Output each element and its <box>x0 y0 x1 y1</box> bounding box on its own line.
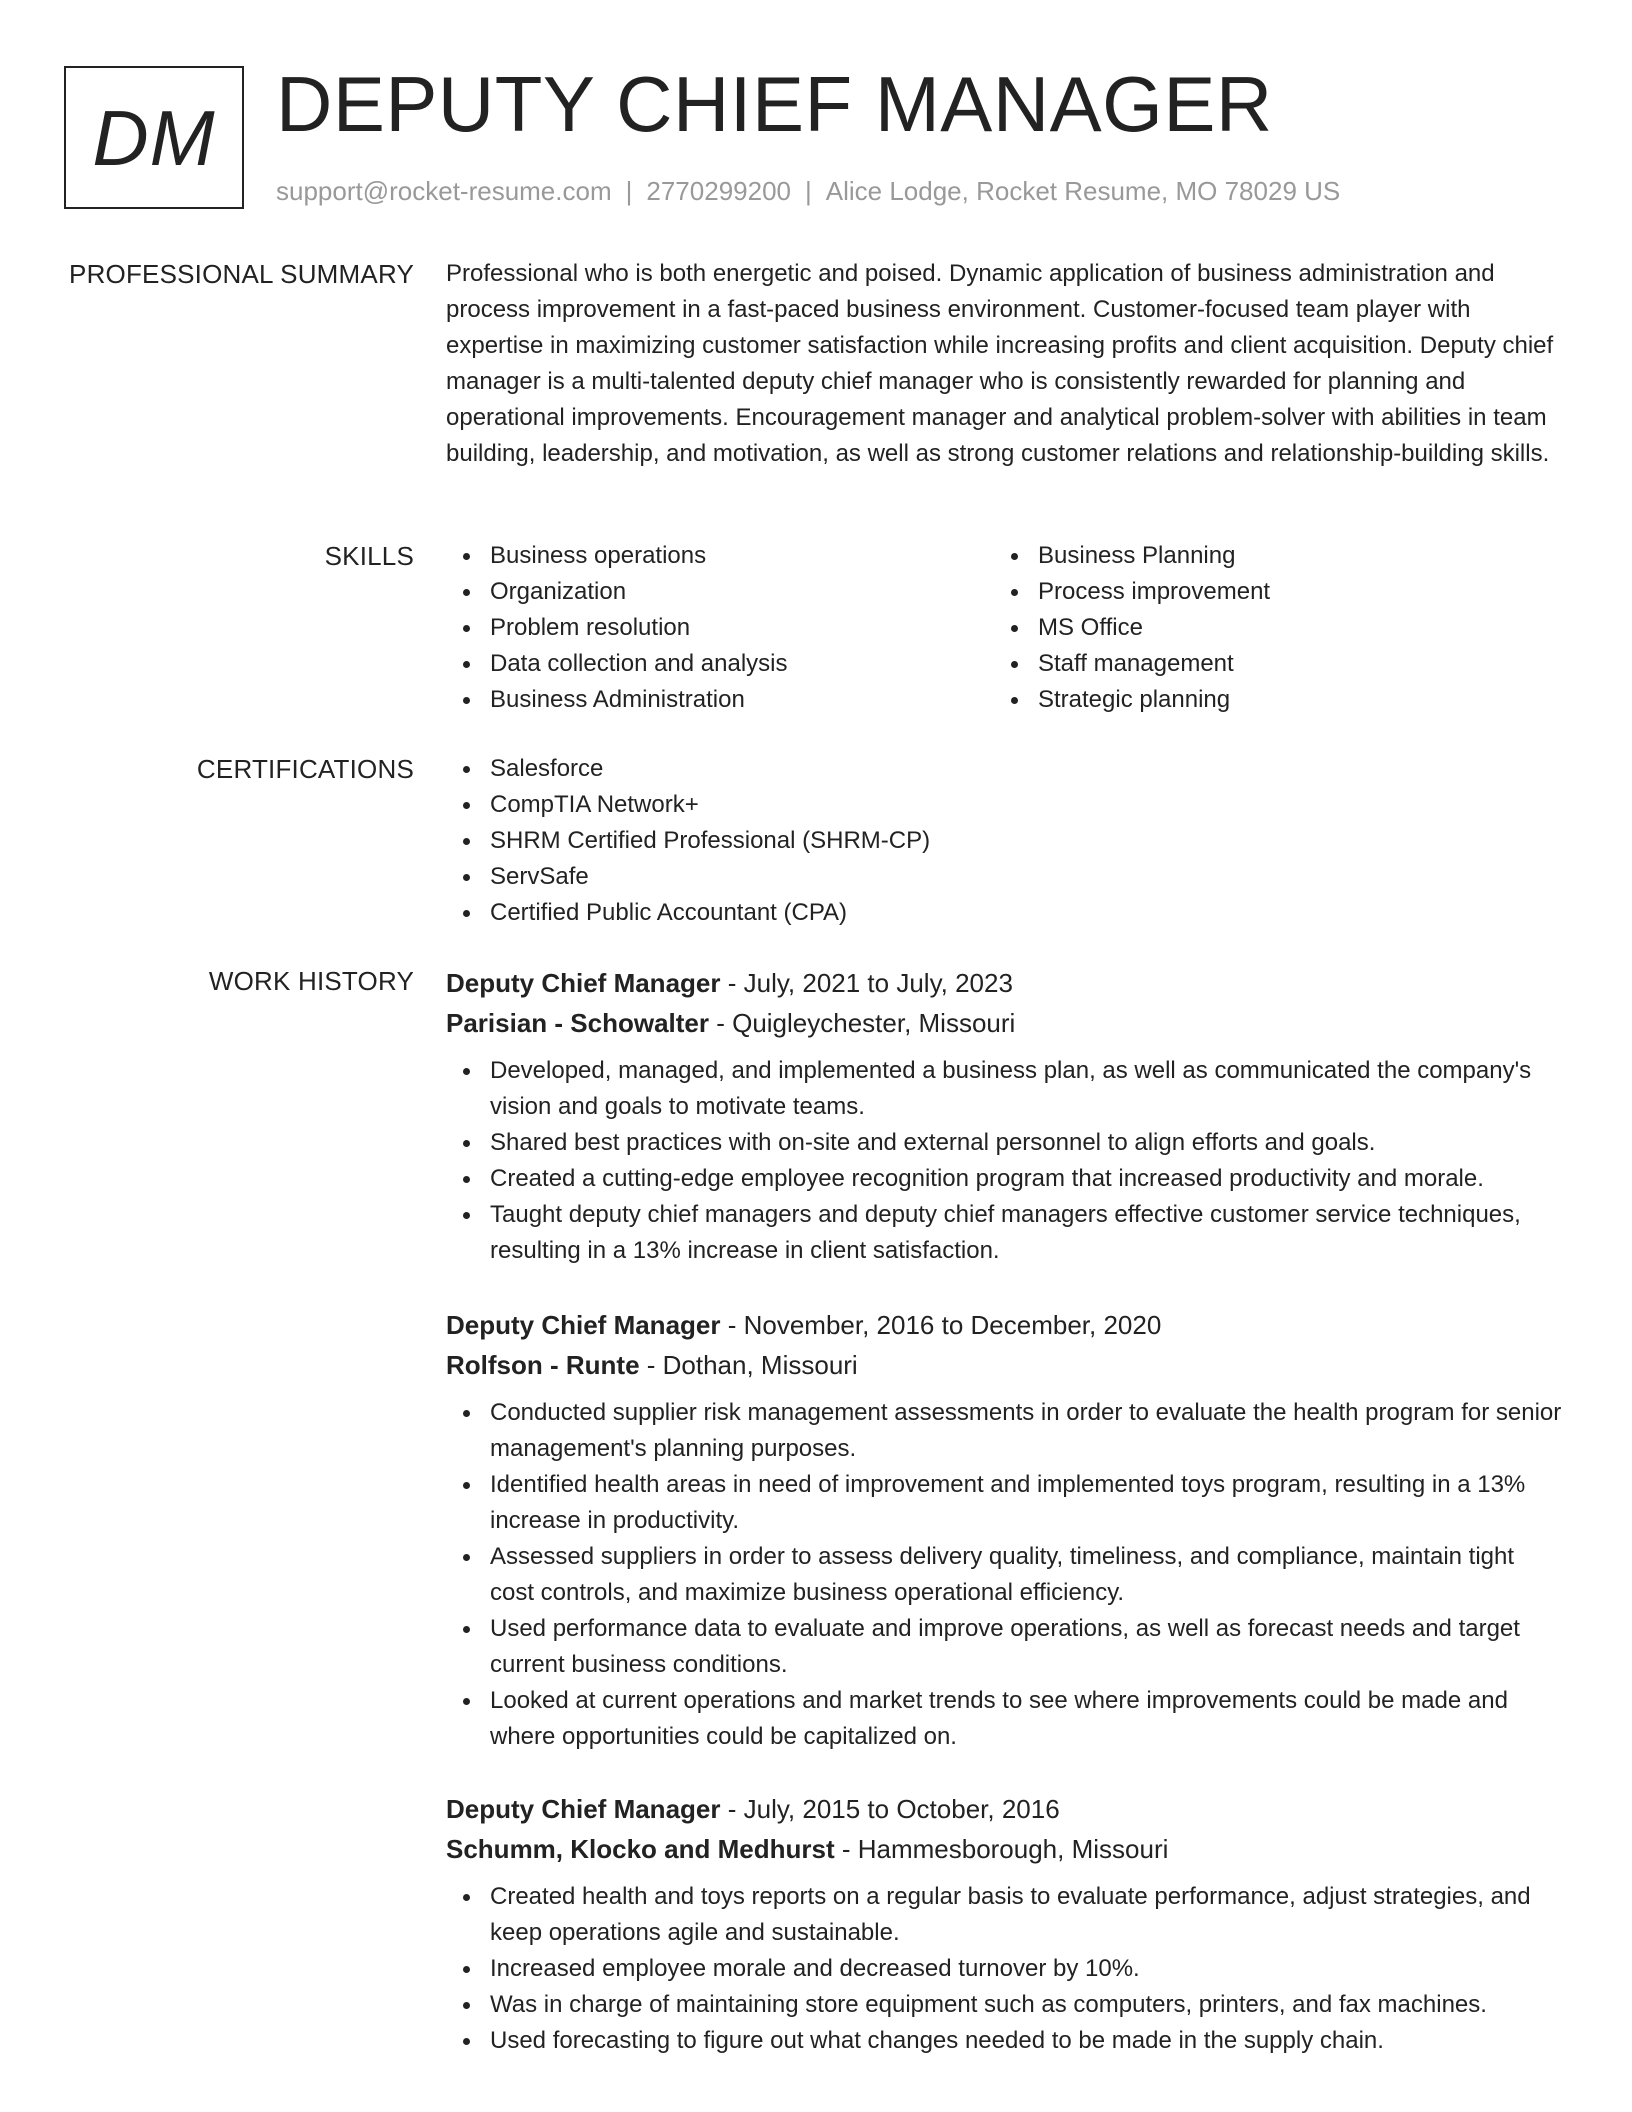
job-title-line <box>446 963 1564 1003</box>
contact-separator: | <box>805 176 812 206</box>
job-dates: - July, 2015 to October, 2016 <box>720 1794 1060 1824</box>
skill-item: MS Office <box>994 610 1542 646</box>
summary-text: Professional who is both energetic and poised. Dynamic application of business administration and process improvement in a fast-paced business environment. Customer-focused team player with expertise in maximizing customer satisfaction while increasing profits and client acquisition. Deputy chief manager is a multi-talented deputy chief manager who is consistently rewarded for planning and operational improvements. Encouragement manager and analytical problem-solver with abilities in team building, leadership, and motivation, as well as strong customer relations and relationship-building skills. <box>446 260 1554 467</box>
skills-right-column <box>994 538 1542 718</box>
certification-item: Salesforce <box>446 751 1564 787</box>
job-company: Parisian - Schowalter <box>446 1008 709 1038</box>
section-heading-skills: SKILLS <box>324 541 414 571</box>
job-bullet: Assessed suppliers in order to assess delivery quality, timeliness, and compliance, maintain tight cost controls, and maximize business operational efficiency. <box>446 1539 1564 1611</box>
job-location: - Dothan, Missouri <box>639 1350 858 1380</box>
certifications-list <box>446 751 1564 931</box>
section-heading-summary: PROFESSIONAL SUMMARY <box>69 259 414 289</box>
section-heading-work-history: WORK HISTORY <box>208 966 414 996</box>
job-entry <box>446 1789 1564 2059</box>
certification-item: ServSafe <box>446 859 1564 895</box>
job-company-line <box>446 1829 1564 1869</box>
job-dates: - July, 2021 to July, 2023 <box>720 968 1013 998</box>
job-bullet: Used performance data to evaluate and improve operations, as well as forecast needs and target current business conditions. <box>446 1611 1564 1683</box>
certification-item: Certified Public Accountant (CPA) <box>446 895 1564 931</box>
monogram-initials: DM <box>92 93 216 182</box>
certifications-body <box>446 751 1564 931</box>
skills-grid <box>446 538 1564 718</box>
skill-item: Business operations <box>446 538 994 574</box>
job-bullet: Conducted supplier risk management assessments in order to evaluate the health program for senior management's planning purposes. <box>446 1395 1564 1467</box>
certification-item: SHRM Certified Professional (SHRM-CP) <box>446 823 1564 859</box>
contact-phone: 2770299200 <box>646 176 791 206</box>
job-company-line <box>446 1345 1564 1385</box>
skill-item: Process improvement <box>994 574 1542 610</box>
job-bullet: Was in charge of maintaining store equipment such as computers, printers, and fax machines. <box>446 1987 1564 2023</box>
job-title: Deputy Chief Manager <box>446 968 721 998</box>
skill-item: Staff management <box>994 646 1542 682</box>
resume-title: DEPUTY CHIEF MANAGER <box>276 60 1273 148</box>
contact-email: support@rocket-resume.com <box>276 176 612 206</box>
job-bullet-list <box>446 1879 1564 2059</box>
job-bullet: Created health and toys reports on a regular basis to evaluate performance, adjust strategies, and keep operations agile and sustainable. <box>446 1879 1564 1951</box>
skill-item: Strategic planning <box>994 682 1542 718</box>
skill-item: Organization <box>446 574 994 610</box>
job-bullet-list <box>446 1053 1564 1269</box>
job-bullet: Taught deputy chief managers and deputy chief managers effective customer service techniques, resulting in a 13% increase in client satisfaction. <box>446 1197 1564 1269</box>
contact-line <box>276 174 1340 208</box>
job-bullet: Looked at current operations and market trends to see where improvements could be made and where opportunities could be capitalized on. <box>446 1683 1564 1755</box>
job-entry <box>446 1305 1564 1755</box>
summary-body <box>446 256 1564 472</box>
job-title: Deputy Chief Manager <box>446 1794 721 1824</box>
section-heading-certifications: CERTIFICATIONS <box>196 754 414 784</box>
job-bullet: Developed, managed, and implemented a business plan, as well as communicated the company's vision and goals to motivate teams. <box>446 1053 1564 1125</box>
skill-item: Business Administration <box>446 682 994 718</box>
job-title: Deputy Chief Manager <box>446 1310 721 1340</box>
certification-item: CompTIA Network+ <box>446 787 1564 823</box>
job-bullet: Created a cutting-edge employee recognition program that increased productivity and morale. <box>446 1161 1564 1197</box>
skill-item: Business Planning <box>994 538 1542 574</box>
contact-separator: | <box>625 176 633 206</box>
job-bullet: Increased employee morale and decreased turnover by 10%. <box>446 1951 1564 1987</box>
contact-address: Alice Lodge, Rocket Resume, MO 78029 US <box>825 176 1341 206</box>
job-bullet: Used forecasting to figure out what changes needed to be made in the supply chain. <box>446 2023 1564 2059</box>
job-bullet: Shared best practices with on-site and external personnel to align efforts and goals. <box>446 1125 1564 1161</box>
job-location: - Quigleychester, Missouri <box>708 1008 1016 1038</box>
job-bullet-list <box>446 1395 1564 1755</box>
job-company: Rolfson - Runte <box>446 1350 640 1380</box>
job-title-line <box>446 1789 1564 1829</box>
monogram-box <box>64 66 244 209</box>
job-company-line <box>446 1003 1564 1043</box>
skills-left-column <box>446 538 994 718</box>
skills-body <box>446 538 1564 718</box>
skill-item: Data collection and analysis <box>446 646 994 682</box>
job-title-line <box>446 1305 1564 1345</box>
skill-item: Problem resolution <box>446 610 994 646</box>
job-entry <box>446 963 1564 1269</box>
job-bullet: Identified health areas in need of improvement and implemented toys program, resulting in a 13% increase in productivity. <box>446 1467 1564 1539</box>
job-dates: - November, 2016 to December, 2020 <box>720 1310 1162 1340</box>
job-location: - Hammesborough, Missouri <box>834 1834 1169 1864</box>
job-company: Schumm, Klocko and Medhurst <box>446 1834 835 1864</box>
